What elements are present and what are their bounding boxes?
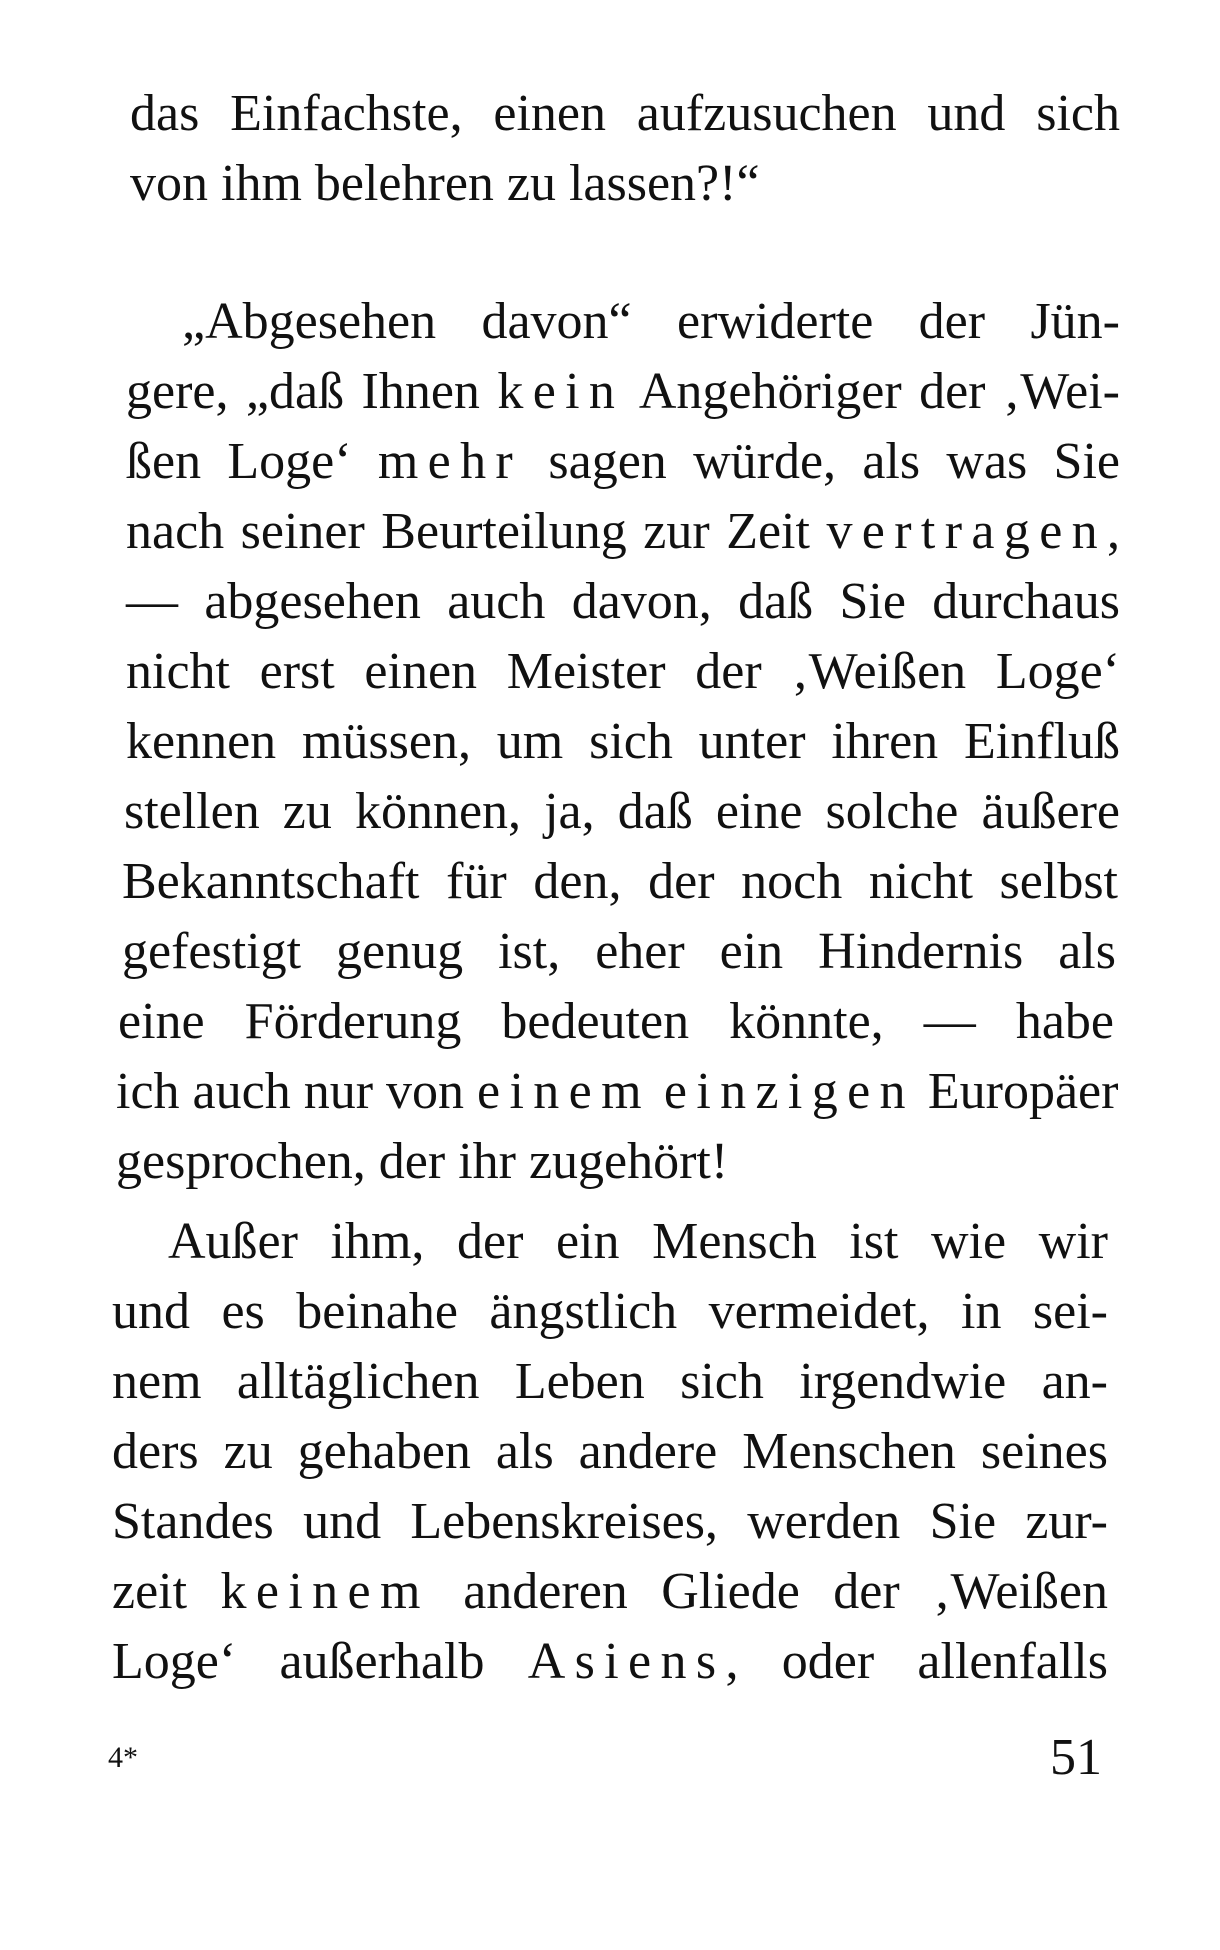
text-line <box>112 1626 1108 1698</box>
text-segment: , <box>1107 503 1120 560</box>
text-line: und es beinahe ängstlich vermeidet, in sei- <box>112 1283 1108 1340</box>
text-line: nem alltäglichen Leben sich irgendwie an- <box>112 1353 1108 1410</box>
spaced-emphasis: kein <box>497 363 625 420</box>
text-line: Bekanntschaft für den, der noch nicht selbst <box>122 853 1118 910</box>
text-line: stellen zu können, ja, daß eine solche äußere <box>124 783 1120 840</box>
text-segment: gere, „daß Ihnen <box>126 363 498 420</box>
signature-mark: 4* <box>108 1741 138 1774</box>
text-line: gefestigt genug ist, eher ein Hindernis als <box>122 923 1116 980</box>
text-line <box>126 356 1120 428</box>
text-line: kennen müssen, um sich unter ihren Einfluß <box>126 713 1120 770</box>
spaced-emphasis: vertragen <box>826 503 1107 560</box>
text-line: eine Förderung bedeuten könnte, — habe <box>118 993 1114 1050</box>
text-segment: Europäer <box>914 1063 1119 1120</box>
spaced-emphasis: einzigen <box>663 1063 915 1120</box>
text-segment: Angehöriger der ‚Wei- <box>624 363 1120 420</box>
page-number: 51 <box>1050 1729 1102 1786</box>
text-line: das Einfachste, einen aufzusuchen und sich <box>130 85 1120 142</box>
spaced-emphasis: Asiens <box>527 1633 726 1690</box>
text-segment: sagen würde, als was Sie <box>522 433 1120 490</box>
text-line: — abgesehen auch davon, daß Sie durchaus <box>126 573 1120 630</box>
text-line <box>112 1556 1108 1628</box>
spaced-emphasis: einem <box>477 1063 651 1120</box>
text-segment: , oder allenfalls <box>725 1633 1108 1690</box>
text-line: ders zu gehaben als andere Menschen seines <box>112 1423 1108 1480</box>
text-segment <box>651 1063 664 1120</box>
spaced-emphasis: keinem <box>220 1563 430 1620</box>
spaced-emphasis: mehr <box>377 433 523 490</box>
text-line: nicht erst einen Meister der ‚Weißen Loge‘ <box>126 643 1120 700</box>
text-line: „Abgesehen davon“ erwiderte der Jün- <box>182 293 1120 350</box>
text-segment: ßen Loge‘ <box>126 433 378 490</box>
text-line <box>116 1056 1119 1128</box>
text-line: Außer ihm, der ein Mensch ist wie wir <box>168 1213 1108 1270</box>
text-line: von ihm belehren zu lassen?!“ <box>130 155 760 212</box>
text-segment: Loge‘ außerhalb <box>112 1633 528 1690</box>
text-segment: zeit <box>112 1563 221 1620</box>
text-segment: ich auch nur von <box>116 1063 478 1120</box>
text-line: Standes und Lebenskreises, werden Sie zur- <box>112 1493 1108 1550</box>
text-segment: nach seiner Beurteilung zur Zeit <box>126 503 827 560</box>
text-line <box>126 426 1120 498</box>
text-segment: anderen Gliede der ‚Weißen <box>429 1563 1109 1620</box>
text-line <box>126 496 1120 568</box>
text-line: gesprochen, der ihr zugehört! <box>116 1133 729 1190</box>
